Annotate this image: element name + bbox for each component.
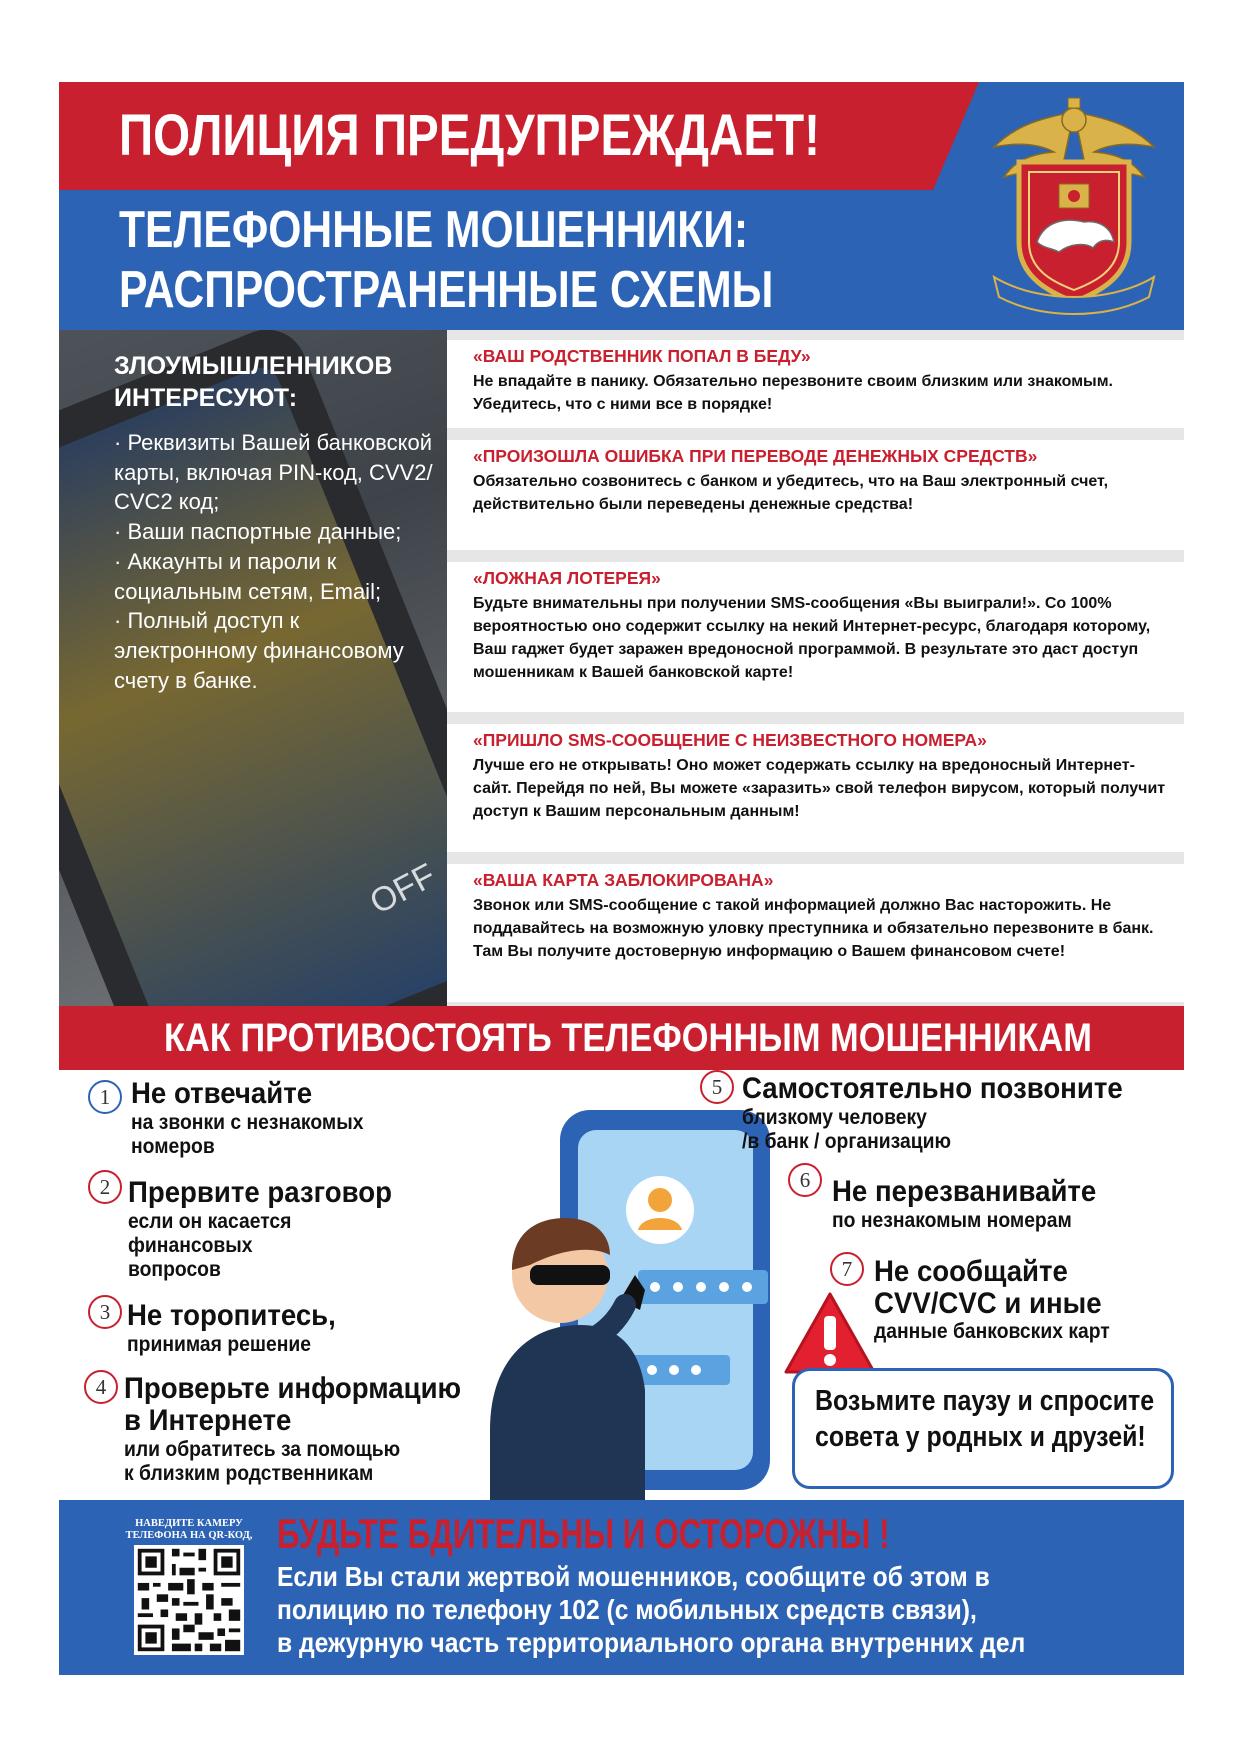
step-2-sub-3: вопросов <box>128 1258 221 1281</box>
list-item: · Реквизиты Вашей банковской карты, включая PIN-код, CVV2/ CVC2 код; <box>114 430 433 515</box>
qr-caption <box>119 1518 259 1542</box>
scheme-title: «ПРИШЛО SMS-СООБЩЕНИЕ С НЕИЗВЕСТНОГО НОМЕРА» <box>473 730 987 750</box>
photo-off-label: OFF <box>363 856 442 922</box>
advice-line-2: совета у родных и друзей! <box>815 1421 1146 1453</box>
advice-line-1: Возьмите паузу и спросите <box>815 1385 1155 1417</box>
step-2-title: Прервите разговор <box>128 1176 392 1209</box>
scheme-text: Будьте внимательны при получении SMS-сообщения «Вы выиграли!». Со 100% вероятностью оно содержит ссылку на некий Интернет-ресурс, благодаря которому, Ваш гаджет будет заражен вредоносной программой. В результате это даст доступ мошенникам к Вашей банковской карте! <box>473 595 1151 681</box>
scheme-title: «ВАШ РОДСТВЕННИК ПОПАЛ В БЕДУ» <box>473 346 811 366</box>
step-5-sub-1: близкому человеку <box>742 1106 927 1129</box>
step-3-title: Не торопитесь, <box>127 1299 336 1332</box>
step-6-title: Не перезванивайте <box>832 1175 1097 1208</box>
scheme-text: Не впадайте в панику. Обязательно перезвоните своим близким или знакомым. Убедитесь, что с ними все в порядке! <box>473 373 1113 413</box>
step-3-sub-1: принимая решение <box>127 1333 312 1356</box>
report-instructions <box>277 1560 1025 1659</box>
interests-title <box>114 350 392 414</box>
step-number-4: 4 <box>84 1370 118 1404</box>
step-6-sub-1: по незнакомым номерам <box>832 1209 1072 1232</box>
step-number-5: 5 <box>700 1070 734 1104</box>
step-5-sub-2: /в банк / организацию <box>742 1130 952 1153</box>
qr-caption-line-1: НАВЕДИТЕ КАМЕРУ <box>135 1518 243 1529</box>
step-1-title: Не отвечайте <box>131 1077 313 1110</box>
step-7-sub-1: данные банковских карт <box>874 1320 1110 1343</box>
page-title: ПОЛИЦИЯ ПРЕДУПРЕЖДАЕТ! <box>119 103 821 168</box>
step-2-sub-1: если он касается <box>128 1210 292 1233</box>
step-7-title: Не сообщайте <box>874 1255 1068 1288</box>
step-number-6: 6 <box>788 1163 822 1197</box>
step-number-1: 1 <box>88 1080 122 1114</box>
scheme-card-relative <box>447 340 1184 428</box>
scheme-title: «ЛОЖНАЯ ЛОТЕРЕЯ» <box>473 568 661 588</box>
phone-photo-panel <box>59 330 447 1006</box>
interests-title-line-2: ИНТЕРЕСУЮТ: <box>114 384 298 412</box>
scheme-card-lottery <box>447 562 1184 712</box>
footer-banner <box>59 1500 1184 1675</box>
step-1-sub-2: номеров <box>131 1135 215 1158</box>
subtitle-line-1: ТЕЛЕФОННЫЕ МОШЕННИКИ: <box>119 201 749 259</box>
scheme-text: Лучше его не открывать! Оно может содержать ссылку на вредоносный Интернет-сайт. Перейдя по ней, Вы можете «заразить» свой телефон вирусом, который получит доступ к Вашим персональным данным! <box>473 757 1166 820</box>
advice-box <box>792 1368 1174 1489</box>
scheme-title: «ПРОИЗОШЛА ОШИБКА ПРИ ПЕРЕВОДЕ ДЕНЕЖНЫХ СРЕДСТВ» <box>473 446 1038 466</box>
report-line-1: Если Вы стали жертвой мошенников, сообщите об этом в <box>277 1561 990 1592</box>
hacker-with-phone-icon <box>470 1100 800 1500</box>
step-2-sub-2: финансовых <box>128 1234 253 1257</box>
scheme-text: Обязательно созвонитесь с банком и убедитесь, что на Ваш электронный счет, действительно были переведены денежные средства! <box>473 473 1109 513</box>
step-number-2: 2 <box>88 1170 122 1204</box>
how-to-band <box>59 1006 1184 1070</box>
report-line-2: полицию по телефону 102 (с мобильных средств связи), <box>277 1594 977 1625</box>
step-7-title-2: CVV/CVC и иные <box>874 1287 1102 1320</box>
step-1-sub-1: на звонки с незнакомых <box>131 1111 364 1134</box>
schemes-section <box>59 330 1184 1006</box>
list-item: · Ваши паспортные данные; <box>114 519 402 545</box>
scheme-card-card-blocked <box>447 864 1184 1002</box>
how-to-title: КАК ПРОТИВОСТОЯТЬ ТЕЛЕФОННЫМ МОШЕННИКАМ <box>164 1016 1092 1060</box>
step-4-title-2: в Интернете <box>124 1404 292 1437</box>
step-4-title: Проверьте информацию <box>124 1372 462 1405</box>
subtitle-line-2: РАСПРОСТРАНЕННЫЕ СХЕМЫ <box>119 261 774 319</box>
page-subtitle <box>119 200 773 320</box>
police-emblem-icon <box>989 92 1159 322</box>
list-item: · Полный доступ к электронному финансовому счету в банке. <box>114 608 404 693</box>
list-item: · Аккаунты и пароли к социальным сетям, Email; <box>114 548 382 604</box>
qr-code-icon[interactable] <box>134 1545 244 1655</box>
warning-triangle-icon <box>782 1290 878 1376</box>
step-5-title: Самостоятельно позвоните <box>742 1072 1123 1105</box>
interests-list <box>114 428 434 695</box>
report-line-3: в дежурную часть территориального органа внутренних дел <box>277 1627 1026 1658</box>
scheme-text: Звонок или SMS-сообщение с такой информацией должно Вас насторожить. Не поддавайтесь на возможную уловку преступника и обязательно перезвоните в банк. Там Вы получите достоверную информацию о Вашем финансовом счете! <box>473 897 1154 960</box>
scheme-card-unknown-sms <box>447 724 1184 852</box>
header-banner <box>59 82 1184 330</box>
qr-caption-line-2: ТЕЛЕФОНА НА QR-КОД, <box>125 1530 253 1541</box>
advice-text <box>815 1383 1154 1455</box>
step-number-7: 7 <box>830 1252 864 1286</box>
scheme-title: «ВАША КАРТА ЗАБЛОКИРОВАНА» <box>473 870 774 890</box>
step-number-3: 3 <box>88 1295 122 1329</box>
scheme-card-transfer-error <box>447 440 1184 550</box>
step-4-sub-2: к близким родственникам <box>124 1462 374 1485</box>
interests-title-line-1: ЗЛОУМЫШЛЕННИКОВ <box>114 352 393 380</box>
step-4-sub-1: или обратитесь за помощью <box>124 1438 401 1461</box>
vigilance-headline: БУДЬТЕ БДИТЕЛЬНЫ И ОСТОРОЖНЫ ! <box>277 1510 890 1557</box>
